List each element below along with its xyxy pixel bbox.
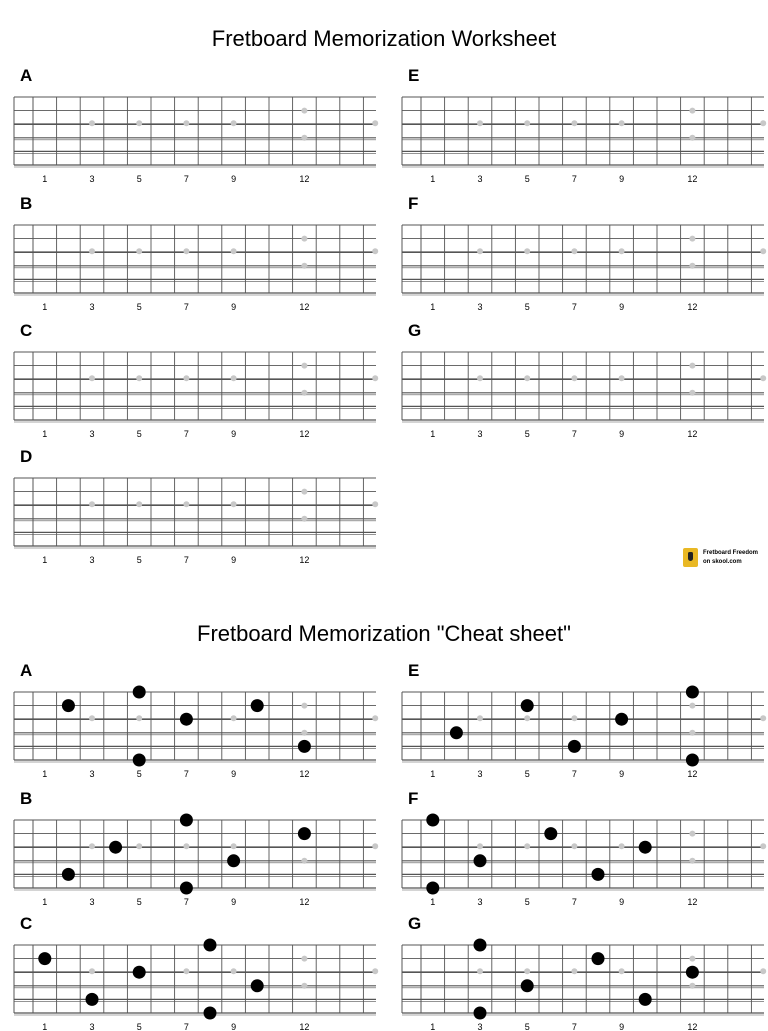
inlay-dot [231,968,237,974]
note-label-g: G [408,321,422,340]
note-dot [251,979,264,992]
note-dot [544,827,557,840]
fret-number: 9 [231,897,237,907]
fretboard-f [402,816,764,906]
fret-number: 7 [571,302,577,312]
inlay-dot [524,375,530,381]
fretboard-d [14,474,376,564]
fret-number: 1 [42,1022,48,1031]
inlay-dot [372,248,378,254]
inlay-dot [183,248,189,254]
inlay-dot [372,501,378,507]
fret-number: 1 [430,769,436,779]
fret-number: 1 [430,174,436,184]
inlay-dot [372,843,378,849]
inlay-dot [524,120,530,126]
inlay-dot [372,375,378,381]
note-label-e: E [408,661,420,680]
fret-number: 12 [299,555,310,565]
note-dot [474,854,487,867]
fret-number: 3 [477,1022,483,1031]
inlay-dot [477,120,483,126]
inlay-dot [136,843,142,849]
note-dot [592,868,605,881]
inlay-dot-double [689,135,695,141]
note-dot [592,952,605,965]
fret-number: 12 [299,897,310,907]
fretboard-e [402,688,764,778]
note-dot [615,713,628,726]
fret-number: 3 [477,429,483,439]
inlay-dot-double [301,108,307,114]
fret-number: 9 [231,174,237,184]
fretboard-b [14,221,376,311]
note-dot [133,754,146,767]
fret-number: 12 [299,429,310,439]
inlay-dot [760,375,766,381]
inlay-dot [231,501,237,507]
fret-number: 9 [231,769,237,779]
fret-number: 9 [619,429,625,439]
inlay-dot [89,248,95,254]
note-dot [298,827,311,840]
fret-number: 7 [571,1022,577,1031]
fret-number: 3 [89,174,95,184]
note-dot [62,699,75,712]
note-dot [474,1007,487,1020]
fret-number: 9 [619,1022,625,1031]
fret-number: 12 [687,769,698,779]
fret-number: 9 [231,555,237,565]
inlay-dot [571,843,577,849]
inlay-dot-double [689,703,695,709]
fret-number: 9 [619,897,625,907]
fret-number: 7 [183,302,189,312]
note-dot [568,740,581,753]
note-dot [686,686,699,699]
fret-number: 9 [619,302,625,312]
fret-number: 5 [136,769,142,779]
inlay-dot [372,968,378,974]
inlay-dot [231,715,237,721]
inlay-dot-double [689,108,695,114]
note-dot [109,841,122,854]
inlay-dot [477,843,483,849]
inlay-dot [477,248,483,254]
worksheet-title: Fretboard Memorization Worksheet [211,26,557,51]
fret-number: 9 [231,429,237,439]
inlay-dot-double [301,489,307,495]
fret-number: 1 [430,429,436,439]
fret-number: 7 [183,555,189,565]
inlay-dot-double [301,858,307,864]
fret-number: 5 [524,174,530,184]
inlay-dot-double [301,263,307,269]
fret-number: 7 [571,174,577,184]
fret-number: 12 [299,769,310,779]
inlay-dot [571,248,577,254]
note-label-c: C [20,321,33,340]
fret-number: 1 [430,1022,436,1031]
note-dot [639,841,652,854]
inlay-dot [372,715,378,721]
inlay-dot [231,248,237,254]
note-label-f: F [408,194,419,213]
inlay-dot [89,968,95,974]
note-dot [474,939,487,952]
fretboard-c [14,941,376,1031]
inlay-dot [183,843,189,849]
brand-line1: Fretboard Freedom [703,549,759,556]
inlay-dot [619,968,625,974]
note-dot [521,979,534,992]
fretboard-a [14,93,376,183]
fret-number: 9 [619,174,625,184]
fret-number: 5 [136,429,142,439]
note-label-a: A [20,661,33,680]
fret-number: 12 [687,174,698,184]
fret-number: 5 [524,1022,530,1031]
note-dot [450,726,463,739]
inlay-dot [183,120,189,126]
note-dot [62,868,75,881]
note-dot [521,699,534,712]
fretboard-g [402,348,764,438]
fret-number: 5 [136,555,142,565]
fret-number: 1 [430,897,436,907]
inlay-dot [477,968,483,974]
note-dot [686,754,699,767]
inlay-dot-double [301,363,307,369]
fret-number: 1 [42,429,48,439]
inlay-dot [619,248,625,254]
inlay-dot [760,968,766,974]
inlay-dot-double [301,983,307,989]
fret-number: 5 [524,302,530,312]
inlay-dot [89,375,95,381]
inlay-dot [477,375,483,381]
inlay-dot [760,248,766,254]
fret-number: 3 [89,429,95,439]
inlay-dot-double [689,363,695,369]
inlay-dot-double [301,516,307,522]
inlay-dot-double [301,730,307,736]
fret-number: 3 [477,174,483,184]
note-dot [86,993,99,1006]
inlay-dot [760,120,766,126]
note-dot [133,686,146,699]
note-dot [251,699,264,712]
inlay-dot [136,375,142,381]
inlay-dot-double [689,956,695,962]
inlay-dot [136,715,142,721]
inlay-dot-double [301,236,307,242]
fret-number: 7 [571,897,577,907]
fret-number: 1 [42,897,48,907]
note-dot [426,814,439,827]
fretboard-e [402,93,764,183]
fret-number: 9 [619,769,625,779]
note-dot [180,814,193,827]
note-label-f: F [408,789,419,808]
fret-number: 7 [571,769,577,779]
fret-number: 9 [231,302,237,312]
brand-logo [683,548,763,567]
inlay-dot [89,501,95,507]
fret-number: 7 [571,429,577,439]
note-label-a: A [20,66,33,85]
cheatsheet-title: Fretboard Memorization "Cheat sheet" [197,621,571,646]
inlay-dot [183,501,189,507]
fretboard-c [14,348,376,438]
fret-number: 5 [524,769,530,779]
brand-line2: on skool.com [703,558,742,565]
inlay-dot [136,501,142,507]
inlay-dot [571,968,577,974]
inlay-dot [619,843,625,849]
inlay-dot [89,120,95,126]
inlay-dot-double [301,703,307,709]
note-dot [204,1007,217,1020]
fret-number: 5 [136,174,142,184]
inlay-dot-double [301,956,307,962]
fret-number: 1 [42,174,48,184]
fret-number: 1 [42,302,48,312]
fret-number: 12 [687,302,698,312]
inlay-dot-double [689,263,695,269]
inlay-dot [231,843,237,849]
note-dot [227,854,240,867]
brand-text [703,549,763,567]
fret-number: 1 [42,769,48,779]
fretboard-f [402,221,764,311]
fret-number: 7 [183,769,189,779]
fret-number: 5 [524,897,530,907]
inlay-dot [372,120,378,126]
fret-number: 12 [299,1022,310,1031]
fret-number: 7 [183,897,189,907]
note-label-c: C [20,914,33,933]
inlay-dot [571,375,577,381]
note-label-b: B [20,789,33,808]
note-label-d: D [20,447,33,466]
note-dot [426,882,439,895]
inlay-dot-double [689,390,695,396]
inlay-dot-double [689,983,695,989]
fretboard-b [14,816,376,906]
fret-number: 12 [687,429,698,439]
inlay-dot [524,715,530,721]
inlay-dot [760,843,766,849]
fret-number: 1 [430,302,436,312]
inlay-dot [136,248,142,254]
inlay-dot-double [301,390,307,396]
fret-number: 3 [477,769,483,779]
fret-number: 9 [231,1022,237,1031]
note-dot [38,952,51,965]
fretboard-g [402,941,764,1031]
fret-number: 5 [136,1022,142,1031]
note-dot [298,740,311,753]
fret-number: 12 [299,174,310,184]
fret-number: 3 [89,1022,95,1031]
inlay-dot [89,843,95,849]
inlay-dot [524,248,530,254]
fret-number: 5 [524,429,530,439]
inlay-dot-double [689,831,695,837]
note-dot [204,939,217,952]
inlay-dot-double [689,858,695,864]
inlay-dot [571,120,577,126]
inlay-dot-double [689,730,695,736]
fret-number: 3 [89,769,95,779]
inlay-dot [524,843,530,849]
inlay-dot [619,120,625,126]
fret-number: 5 [136,897,142,907]
fret-number: 3 [89,555,95,565]
fret-number: 7 [183,174,189,184]
microphone-icon [683,548,698,567]
note-dot [133,966,146,979]
inlay-dot [477,715,483,721]
fret-number: 3 [477,302,483,312]
inlay-dot [183,968,189,974]
note-dot [180,713,193,726]
fret-number: 5 [136,302,142,312]
fret-number: 3 [89,897,95,907]
note-label-g: G [408,914,422,933]
inlay-dot [571,715,577,721]
inlay-dot [89,715,95,721]
fret-number: 3 [89,302,95,312]
inlay-dot [231,120,237,126]
note-dot [639,993,652,1006]
fret-number: 7 [183,1022,189,1031]
fret-number: 1 [42,555,48,565]
fretboard-a [14,688,376,778]
inlay-dot [524,968,530,974]
fret-number: 12 [687,1022,698,1031]
inlay-dot [619,375,625,381]
inlay-dot [231,375,237,381]
fret-number: 3 [477,897,483,907]
fret-number: 12 [299,302,310,312]
fret-number: 12 [687,897,698,907]
note-dot [180,882,193,895]
inlay-dot [183,375,189,381]
inlay-dot [136,120,142,126]
note-label-e: E [408,66,420,85]
inlay-dot [760,715,766,721]
inlay-dot-double [689,236,695,242]
note-dot [686,966,699,979]
inlay-dot-double [301,135,307,141]
note-label-b: B [20,194,33,213]
fret-number: 7 [183,429,189,439]
